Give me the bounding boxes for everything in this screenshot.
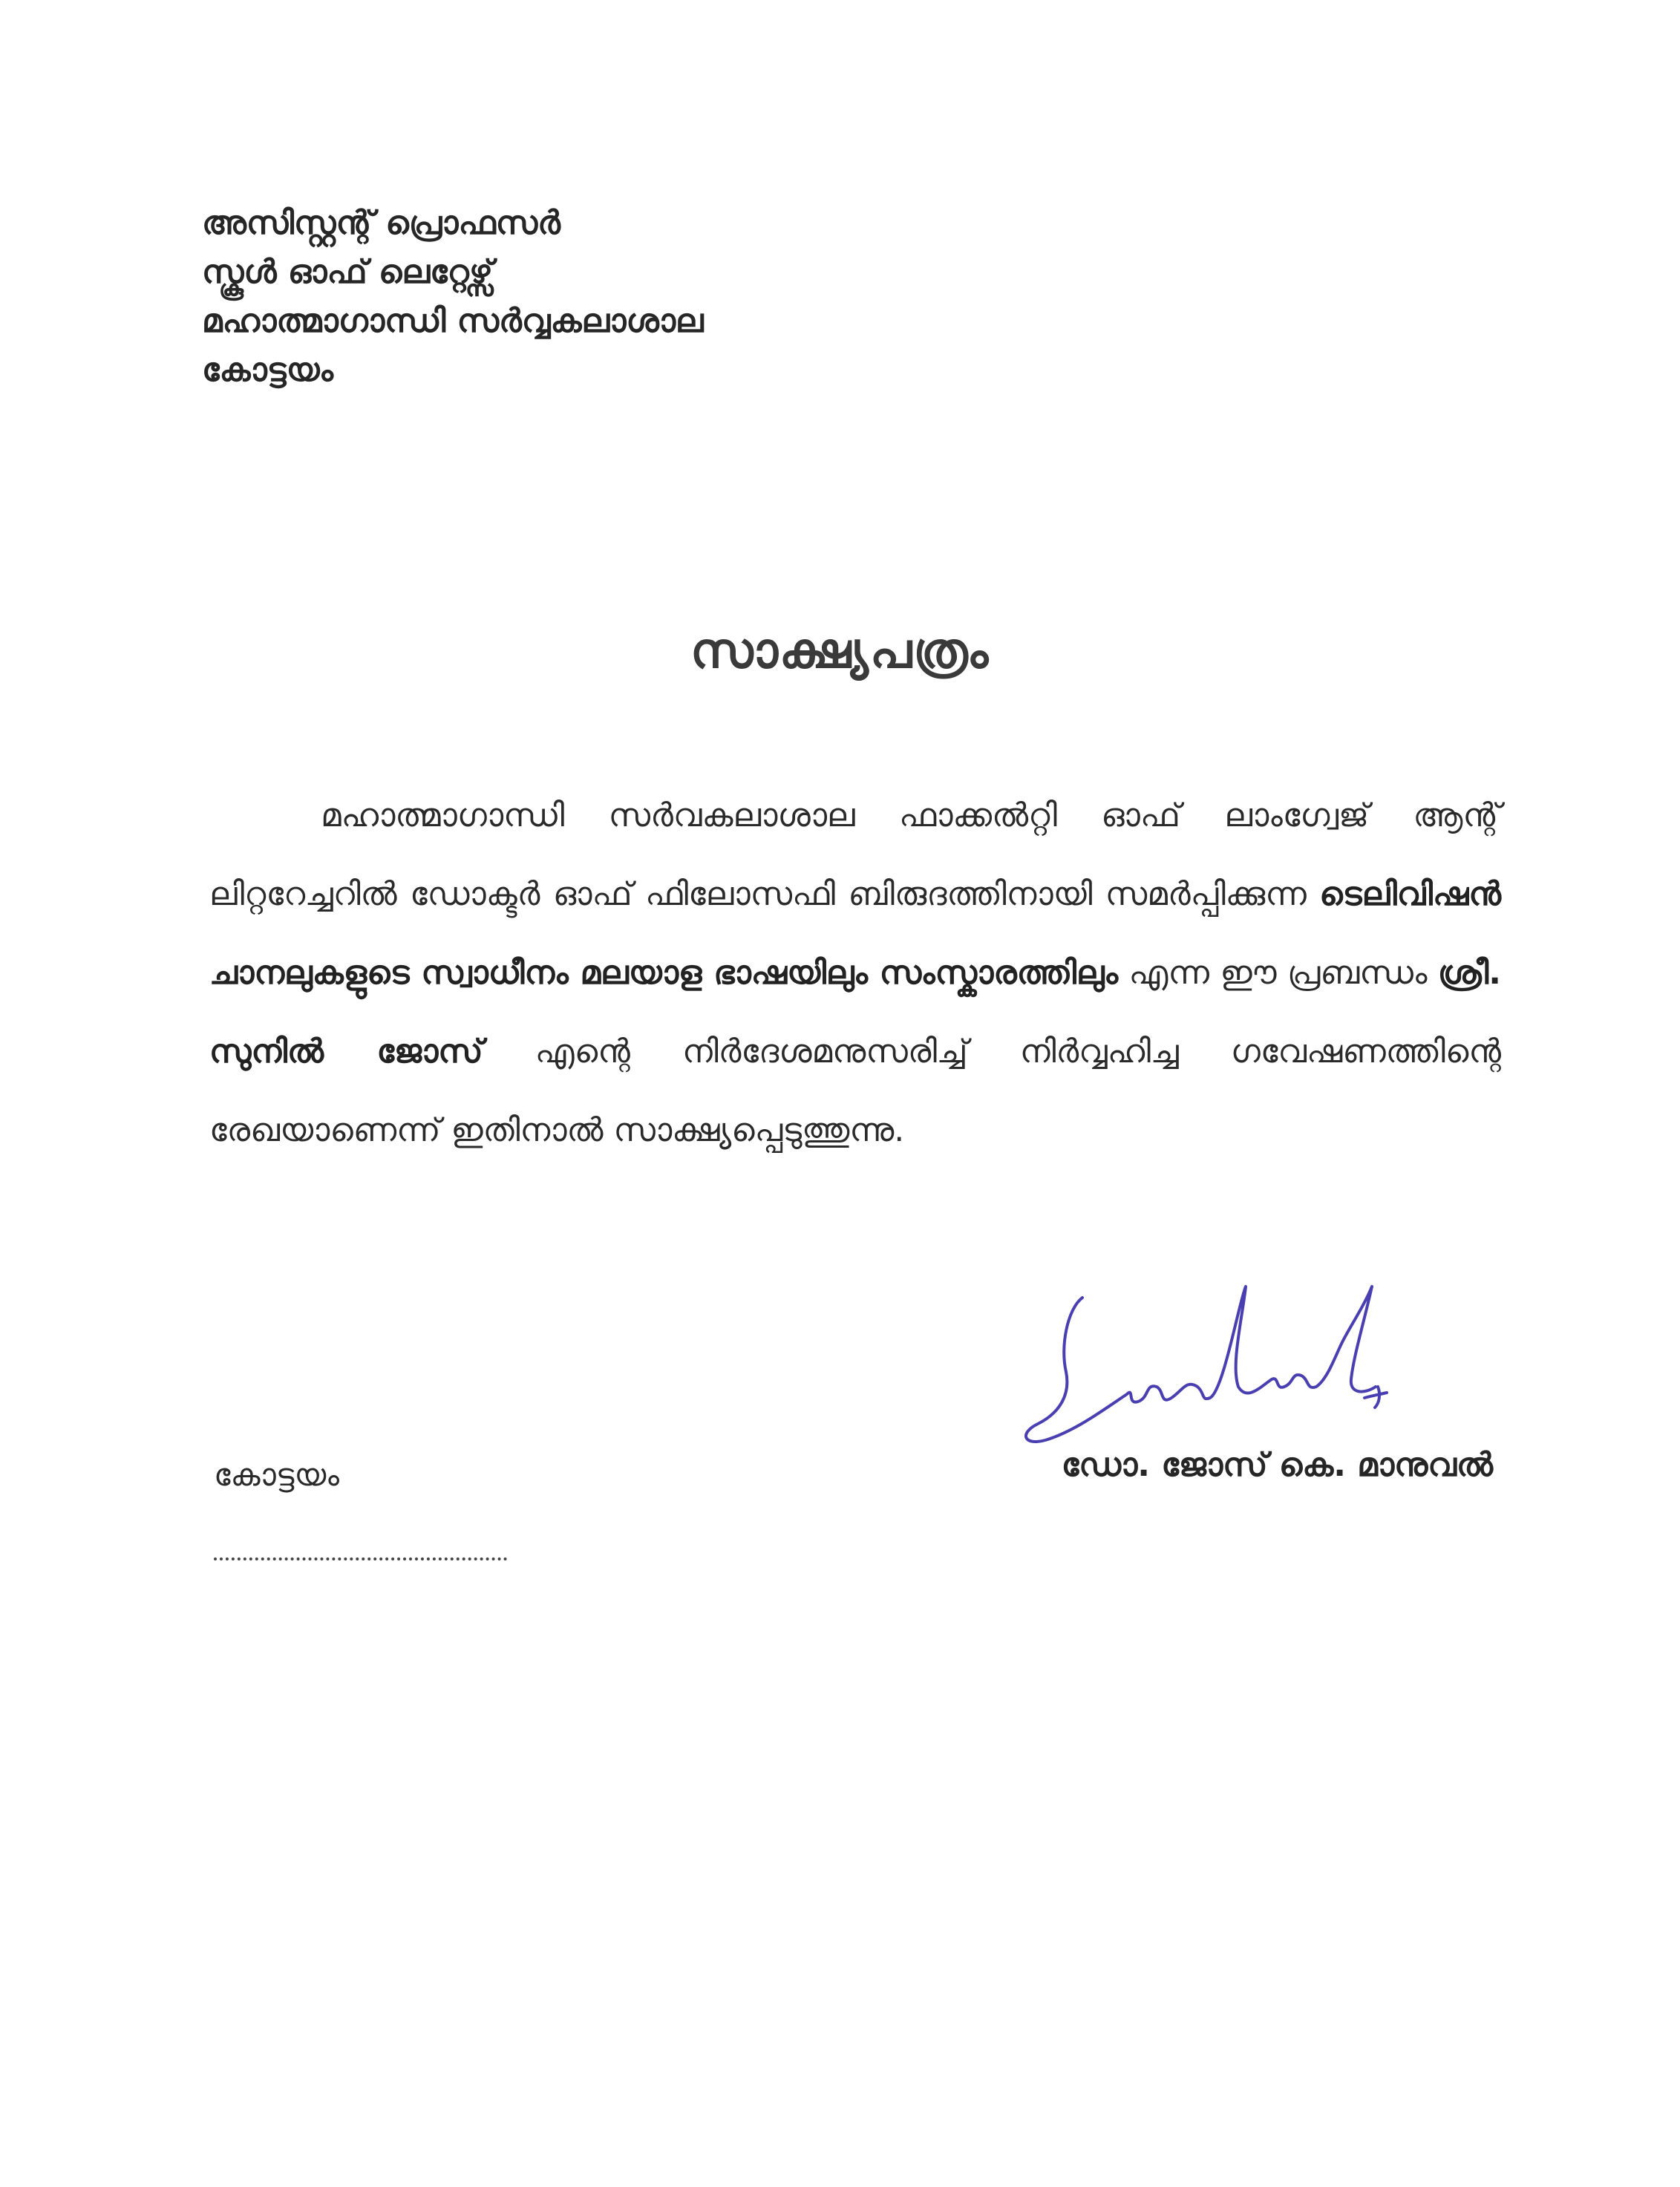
signature-image (1016, 1275, 1431, 1446)
body-part-1: മഹാത്മാഗാന്ധി സർവകലാശാല ഫാക്കൽറ്റി ഓഫ് ലാംഗ്വേജ് ആന്റ് ലിറ്ററേച്ചറിൽ ഡോക്ടർ ഓഫ് ഫിലോസഫി ബിരുദത്തിനായി സമർപ്പിക്കുന്ന (209, 797, 1501, 913)
thesis-title: ടെലിവിഷൻ ചാനലുകളുടെ സ്വാധീനം മലയാള ഭാഷയിലും സംസ്കാരത്തിലും (209, 875, 1501, 992)
address-designation: അസിസ്റ്റന്റ് പ്രൊഫസർ (202, 204, 560, 242)
date-placeholder-line (214, 1557, 507, 1560)
signer-name: ഡോ. ജോസ് കെ. മാനുവൽ (1061, 1446, 1493, 1484)
address-university: മഹാത്മാഗാന്ധി സർവ്വകലാശാല (202, 302, 704, 340)
address-block (202, 199, 704, 395)
document-title: സാക്ഷ്യപത്രം (690, 622, 990, 679)
body-part-2: എന്ന ഈ പ്രബന്ധം (1128, 954, 1428, 992)
place-label: കോട്ടയം (214, 1457, 339, 1493)
signature-stroke (1026, 1287, 1376, 1442)
body-part-3: എന്റെ നിർദേശമനുസരിച്ച് നിർവ്വഹിച്ച ഗവേഷണത്തിന്റെ രേഖയാണെന്ന് ഇതിനാൽ സാക്ഷ്യപ്പെടുത്തുന്നു. (209, 1033, 1501, 1149)
address-department: സ്കൂൾ ഓഫ് ലെറ്റേഴ്സ് (202, 253, 494, 291)
certificate-body (209, 777, 1501, 1170)
certificate-paragraph (209, 777, 1501, 1170)
address-city: കോട്ടയം (202, 351, 333, 389)
candidate-name: ശ്രീ. സുനിൽ ജോസ് (209, 954, 1501, 1070)
